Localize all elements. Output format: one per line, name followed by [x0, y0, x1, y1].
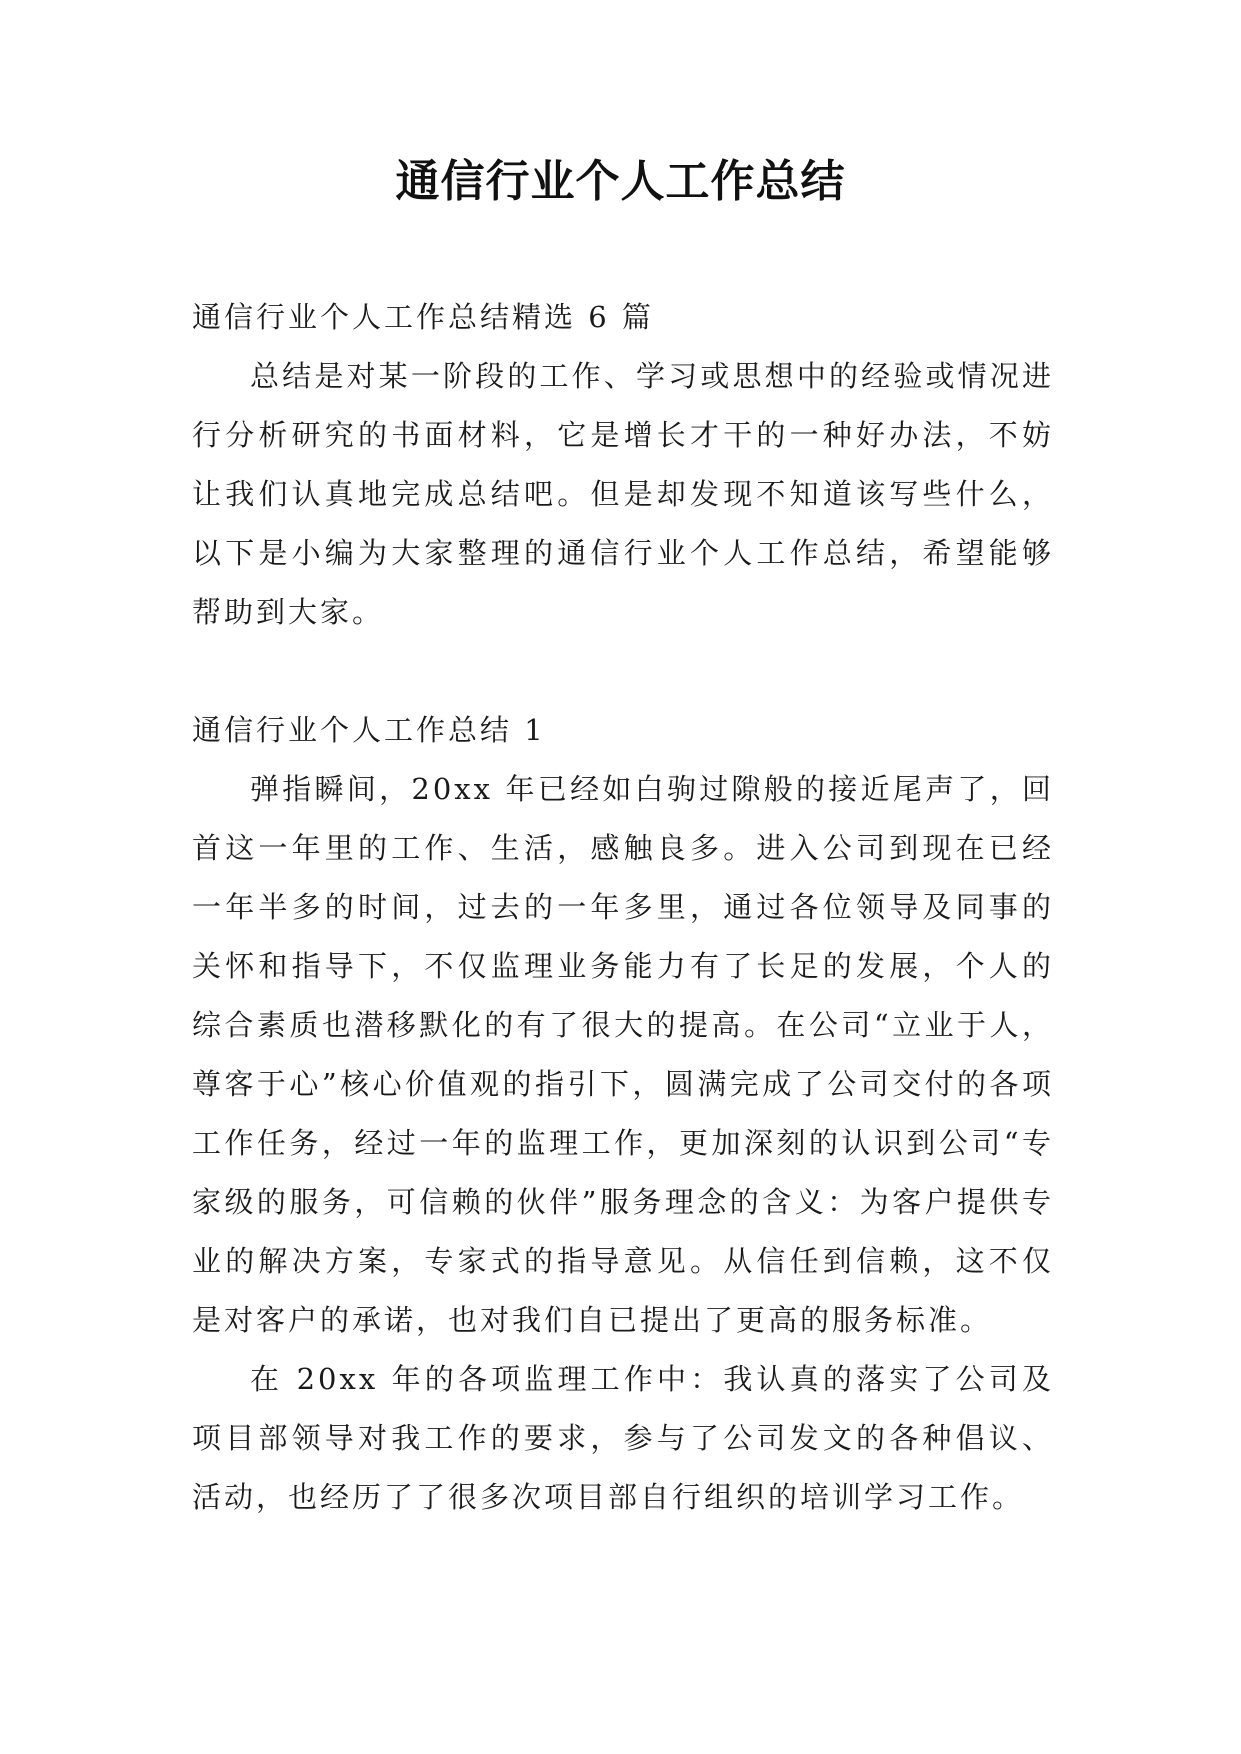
- section-heading: 通信行业个人工作总结 1: [192, 713, 546, 747]
- document-title: 通信行业个人工作总结: [395, 156, 846, 207]
- section-spacer: [192, 642, 1054, 701]
- document-body: [192, 288, 1054, 1527]
- intro-paragraph: 总结是对某一阶段的工作、学习或思想中的经验或情况进行分析研究的书面材料，它是增长才干的一种好办法，不妨让我们认真地完成总结吧。但是却发现不知道该写些什么，以下是小编为大家整理的通信行业个人工作总结，希望能够帮助到大家。: [192, 359, 1054, 629]
- section-paragraph: 在 20xx 年的各项监理工作中：我认真的落实了公司及项目部领导对我工作的要求，参与了公司发文的各种倡议、活动，也经历了了很多次项目部自行组织的培训学习工作。: [192, 1362, 1054, 1514]
- section-paragraph: 弹指瞬间，20xx 年已经如白驹过隙般的接近尾声了，回首这一年里的工作、生活，感触良多。进入公司到现在已经一年半多的时间，过去的一年多里，通过各位领导及同事的关怀和指导下，不仅监理业务能力有了长足的发展，个人的综合素质也潜移默化的有了很大的提高。在公司“立业于人，尊客于心”核心价值观的指引下，圆满完成了公司交付的各项工作任务，经过一年的监理工作，更加深刻的认识到公司“专家级的服务，可信赖的伙伴”服务理念的含义：为客户提供专业的解决方案，专家式的指导意见。从信任到信赖，这不仅是对客户的承诺，也对我们自已提出了更高的服务标准。: [192, 772, 1054, 1337]
- document-subtitle: 通信行业个人工作总结精选 6 篇: [192, 300, 654, 334]
